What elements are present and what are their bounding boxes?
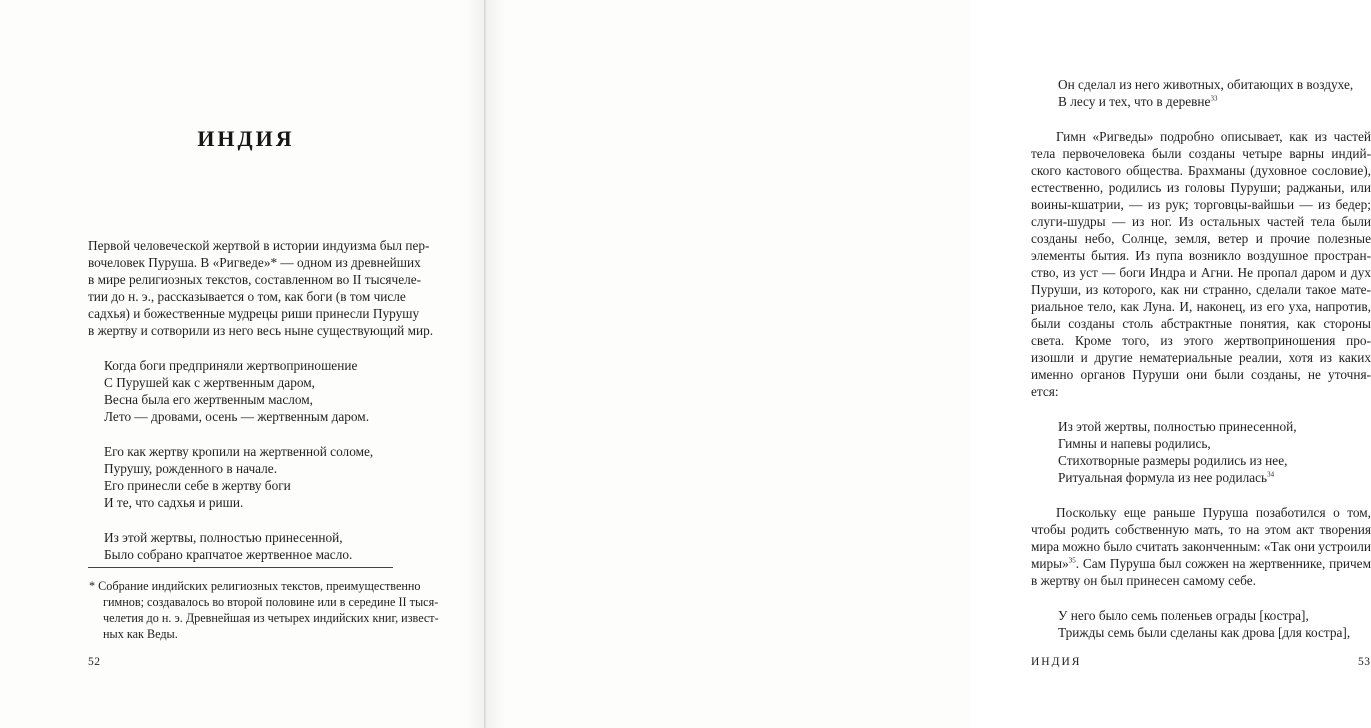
paragraph-line: тела первочеловека были созданы четыре варны индий- [1031,146,1371,161]
paragraph-line: в жертву он был принесен самому себе. [1031,573,1256,588]
verse-line: Было собрано крапчатое жертвенное масло. [104,547,353,562]
verse-line: У него было семь поленьев ограды [костра], [1058,608,1309,623]
paragraph-line: вочеловек Пуруша. В «Ригведе»* — одном из древнейших [88,255,421,270]
paragraph-line: естественно, родились из головы Пуруши; раджаньи, или [1031,180,1371,195]
verse-line: Стихотворные размеры родились из нее, [1058,453,1288,468]
paragraph-line: Поскольку еще раньше Пуруша позаботился о том, [1056,505,1371,520]
paragraph-line: ского кастового общества. Брахманы (духовное сословие), [1031,163,1371,178]
paragraph-line: воины-кшатрии, — из рук; торговцы-вайшьи — из бедер; [1031,197,1371,212]
footnote-line: гимнов; создавалось во второй половине или в середине II тыся- [103,595,439,609]
footnote-line: челетия до н. э. Древнейшая из четырех индийских книг, извест- [103,611,439,625]
right-page [486,0,1371,728]
verse-line: Из этой жертвы, полностью принесенной, [1058,419,1297,434]
verse-line: Пурушу, рожденного в начале. [104,461,278,476]
footnote-line: * Собрание индийских религиозных текстов, преимущественно [89,579,421,593]
verse-line: В лесу и тех, что в деревне$^{33}$ [1058,94,1218,109]
footnote-ref: 34 [1267,470,1275,479]
page-number: 52 [88,656,101,668]
paragraph-line: именно органов Пуруши они были созданы, не уточня- [1031,367,1371,382]
paragraph-line: элементы бытия. Из пупа возникло воздушное простран- [1031,248,1371,263]
paragraph-line: миры»$^{35}$. Сам Пуруша был сожжен на жертвеннике, причем [1031,556,1371,571]
verse-line: Его принесли себе в жертву боги [104,478,291,493]
paragraph-line: в мире религиозных текстов, составленном во II тысячеле- [88,272,422,287]
verse-line: Ритуальная формула из нее родилась$^{34}$ [1058,470,1275,485]
paragraph-line: изошли и другие нематериальные реалии, хотя из каких [1031,350,1371,365]
paragraph-line: созданы небо, Солнце, земля, ветер и прочие полезные [1031,231,1371,246]
paragraph-line: были созданы столь абстрактные понятия, как стороны [1031,316,1371,331]
verse-line: С Пурушей как с жертвенным даром, [104,375,315,390]
verse-line: Гимны и напевы родились, [1058,436,1211,451]
footnote-line: ных как Веды. [103,627,178,641]
verse-line: Из этой жертвы, полностью принесенной, [104,530,343,545]
paragraph-line: мира можно было считать законченным: «Так они устроили [1031,539,1371,554]
paragraph-line: слуги-шудры — из ног. Из остальных частей тела были [1031,214,1371,229]
verse-line: Лето — дровами, осень — жертвенным даром. [104,409,370,424]
verse-line: Весна была его жертвенным маслом, [104,392,314,407]
paragraph-line: ется: [1031,384,1059,399]
paragraph-line: Первой человеческой жертвой в истории индуизма был пер- [88,238,430,253]
verse-line: Трижды семь были сделаны как дрова [для костра], [1058,625,1351,640]
paragraph-line: чтобы родить собственную мать, то на этом акт творения [1031,522,1371,537]
paragraph-line: ство, из уст — боги Индра и Агни. Не пропал даром и дух [1031,265,1371,280]
left-page [0,0,484,728]
footnote-ref: 33 [1210,94,1218,103]
paragraph-line: света. Кроме того, из этого жертвоприношения про- [1031,333,1371,348]
verse-line: Когда боги предприняли жертвоприношение [104,358,358,373]
paragraph-line: Гимн «Ригведы» подробно описывает, как из частей [1056,129,1371,144]
chapter-title: ИНДИЯ [197,126,295,151]
paragraph-line: риальное тело, как Луна. И, наконец, из его уха, напротив, [1031,299,1371,314]
verse-line: Он сделал из него животных, обитающих в воздухе, [1058,77,1354,92]
paragraph-line: тии до н. э., рассказывается о том, как боги (в том числе [88,289,406,304]
paragraph-line: в жертву и сотворили из него весь ныне существующий мир. [88,323,434,338]
paragraph-line: Пуруши, из которого, как ни странно, сделали такое мате- [1031,282,1371,297]
footnote-rule [88,567,393,568]
page-number: 53 [1358,656,1371,668]
running-head: ИНДИЯ [1031,656,1082,668]
verse-line: И те, что садхья и риши. [104,495,244,510]
paragraph-line: садхья) и божественные мудрецы риши принесли Пурушу [88,306,420,321]
verse-line: Его как жертву кропили на жертвенной соломе, [104,444,374,459]
footnote-ref: 35 [1068,556,1076,565]
